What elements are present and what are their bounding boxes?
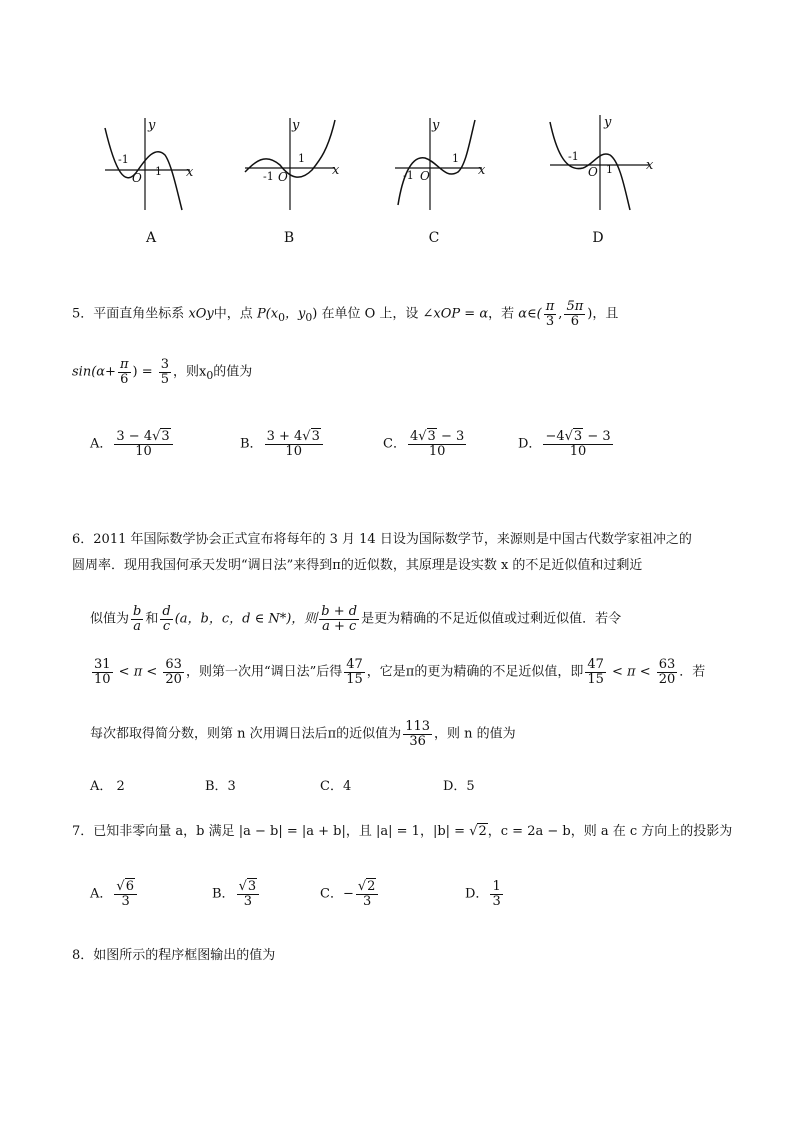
graph-a-x: x [186, 165, 194, 180]
graph-a-origin: O [132, 171, 142, 185]
q6-option-b[interactable]: B．3 [205, 779, 236, 794]
q7-option-c[interactable]: C．− $\frac{√2}{3}$ [320, 880, 380, 908]
q6-line4: $\frac{31}{10}$ < π < $\frac{63}{20}$ ，则第一次用“调日法”后得 $\frac{47}{15}$ ，它是π的更为精确的不足近似值，即 $\frac{47}{15}$ < π < $\frac{63}{20}$ ．若 [94, 657, 706, 687]
graph-d-tick-pos: 1 [606, 163, 613, 176]
q6-line1: 6．2011 年国际数学协会正式宣布将每年的 3 月 14 日设为国际数学节，来源则是中国古代数学家祖冲之的 [72, 532, 692, 547]
q5-line2: sin(α+ $\frac{\pi}{6}$ ) = $\frac{3}{5}$ ，则$x_0$的值为 [72, 357, 253, 387]
q5-frac-5pi6: $\frac{5\pi}{6}$ [566, 299, 584, 329]
graph-b-y: y [292, 118, 300, 133]
graph-d-tick-neg: -1 [568, 150, 579, 163]
graph-b-tick-pos: 1 [298, 152, 305, 165]
q6-option-d[interactable]: D．5 [443, 779, 475, 794]
q6-line5: 每次都取得简分数，则第 n 次用调日法后π的近似值为 $\frac{113}{36}$ ，则 n 的值为 [90, 719, 516, 749]
graph-d-origin: O [588, 165, 598, 179]
q6-option-a[interactable]: A． 2 [90, 779, 125, 794]
graph-a-tick-pos: 1 [155, 165, 162, 178]
q5-frac-3-5: $\frac{3}{5}$ [160, 357, 170, 387]
q7-option-b[interactable]: B． $\frac{√3}{3}$ [212, 880, 261, 908]
q5-line1: 5．平面直角坐标系 xOy中，点 $P(x_0$，$y_0$) 在单位 O 上，设 ∠xOP = α，若 α∈( $\frac{\pi}{3}$ , $\frac{5\pi}{6}$ )，且 [72, 299, 619, 329]
q6-line2: 圆周率．现用我国何承天发明“调日法”来得到π的近似数，其原理是设实数 x 的不足近似值和过剩近 [72, 558, 643, 573]
graph-d-y: y [604, 115, 612, 130]
graph-c-tick-neg: -1 [403, 169, 414, 182]
q6-line3: 似值为 $\frac{b}{a}$ 和 $\frac{d}{c}$ (a，b，c，d ∈ N*)，则 $\frac{b + d}{a + c}$ 是更为精确的不足近似值或过剩近似值．若令 [90, 604, 622, 634]
graph-c-origin: O [420, 169, 430, 183]
q5-option-b[interactable]: B． $\frac{3 + 4√3}{10}$ [240, 430, 325, 458]
graph-d-label: D [592, 230, 604, 246]
q7-option-d[interactable]: D． $\frac{1}{3}$ [465, 879, 501, 909]
graph-a-y: y [148, 118, 156, 133]
q5-option-a[interactable]: A． $\frac{3 - 4√3}{10}$ [90, 430, 175, 458]
graph-b-x: x [332, 163, 340, 178]
graph-b-tick-neg: -1 [263, 170, 274, 183]
q6-option-c[interactable]: C．4 [320, 779, 352, 794]
graph-a-label: A [145, 230, 157, 246]
graph-d-x: x [646, 158, 654, 173]
graph-c-x: x [478, 163, 486, 178]
q8-line1: 8．如图所示的程序框图输出的值为 [72, 948, 276, 963]
q7-line1: 7．已知非零向量 a，b 满足 |a − b| = |a + b|，且 |a| = 1，|b| = √2，c = 2a − b，则 a 在 c 方向上的投影为 [72, 824, 733, 839]
q5-frac-pi6: $\frac{\pi}{6}$ [119, 357, 129, 387]
q5-option-d[interactable]: D． $\frac{-4√3 - 3}{10}$ [518, 429, 611, 459]
q5-frac-pi3: $\frac{\pi}{3}$ [545, 299, 555, 329]
q5-option-c[interactable]: C． $\frac{4√3 - 3}{10}$ [383, 429, 465, 459]
graph-b-origin: O [278, 170, 288, 184]
graph-c-label: C [428, 230, 440, 246]
graph-c-y: y [432, 118, 440, 133]
graph-c-tick-pos: 1 [452, 152, 459, 165]
q7-option-a[interactable]: A． $\frac{√6}{3}$ [90, 880, 139, 908]
graph-d [545, 110, 660, 220]
graph-b-label: B [283, 230, 295, 246]
graph-a-tick-neg: -1 [118, 153, 129, 166]
